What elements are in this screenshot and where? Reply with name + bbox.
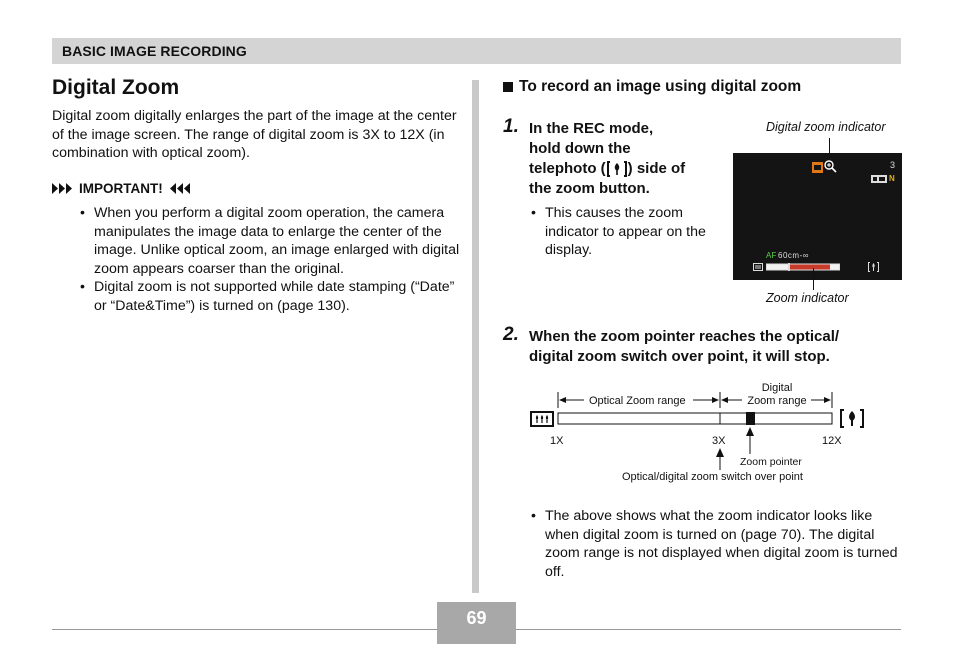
tick-label-12x: 12X [822, 435, 842, 447]
zoom-indicator-bar [766, 263, 840, 271]
step-2-text [529, 327, 839, 367]
digital-zoom-range-line: Zoom range [747, 395, 807, 407]
important-bullets [80, 204, 460, 315]
zoom-range-diagram [520, 378, 880, 490]
list-item: • This causes the zoom indicator to appear on the display. [531, 204, 706, 260]
telephoto-icon [607, 161, 627, 177]
important-left-arrows-icon [52, 183, 74, 194]
step-1-line: the zoom button. [529, 180, 650, 197]
procedure-title-text: To record an image using digital zoom [519, 78, 802, 95]
page-number-box [437, 602, 516, 644]
wide-angle-icon [753, 263, 763, 271]
step-1-number: 1. [503, 116, 519, 137]
digital-zoom-range-label [745, 382, 809, 408]
step-1-line: telephoto ( [529, 160, 606, 177]
digital-zoom-indicator-caption: Digital zoom indicator [766, 120, 886, 134]
list-item: • When you perform a digital zoom operation, the camera manipulates the image data to enlarge the center of the image. Unlike optical zoom, an image enlarged with digital zoom appears coarser than the original. [80, 204, 460, 278]
shots-remaining: 3 [889, 160, 895, 170]
rec-mode-icon [812, 162, 823, 173]
list-item: • Digital zoom is not supported while date stamping (“Date” or “Date&Time”) is turned on (page 130). [80, 278, 460, 315]
page-title: Digital Zoom [52, 76, 180, 99]
focus-range-value: 60cm-∞ [778, 251, 809, 260]
procedure-title [503, 78, 801, 96]
step-2-number: 2. [503, 324, 519, 345]
tick-label-1x: 1X [550, 435, 564, 447]
step-1-line: hold down the [529, 140, 631, 157]
important-heading [52, 181, 190, 196]
optical-zoom-range-label: Optical Zoom range [589, 395, 686, 407]
focus-mode-label: AF [766, 251, 777, 260]
telephoto-small-icon [868, 262, 879, 272]
digital-zoom-range-line: Digital [761, 382, 793, 394]
square-bullet-icon [503, 82, 513, 92]
section-header-bar [52, 38, 901, 64]
wide-angle-icon [530, 411, 554, 427]
tick-label-3x: 3X [712, 435, 726, 447]
step-2-line: When the zoom pointer reaches the optical/ [529, 328, 840, 345]
image-size-icon [871, 175, 887, 183]
column-divider [472, 80, 479, 593]
step-1-line: In the REC mode, [529, 120, 654, 137]
step-1-line-telephoto [529, 159, 685, 179]
step-1-line: ) side of [627, 160, 686, 177]
intro-paragraph: Digital zoom digitally enlarges the part of the image at the center of the image screen. The range of digital zoom is 3X to 12X (in combination with optical zoom). [52, 108, 457, 161]
digital-zoom-magnifier-icon [824, 160, 837, 173]
page-number: 69 [466, 608, 487, 628]
step-1-bullets [531, 204, 706, 260]
zoom-indicator-caption: Zoom indicator [766, 291, 849, 305]
section-header-text: BASIC IMAGE RECORDING [62, 43, 247, 59]
switch-point-label: Optical/digital zoom switch over point [622, 471, 803, 483]
callout-line [813, 268, 814, 290]
zoom-pointer-label: Zoom pointer [740, 456, 802, 468]
camera-screen [733, 153, 902, 280]
important-label: IMPORTANT! [79, 181, 163, 196]
list-item: • The above shows what the zoom indicator looks like when digital zoom is turned on (page 70). The digital zoom range is not displayed when digital zoom is turned off. [531, 507, 901, 581]
step-1-text [529, 119, 685, 199]
important-right-arrows-icon [168, 183, 190, 194]
diagram-note [531, 507, 901, 581]
quality-indicator: N [889, 174, 895, 183]
step-2-line: digital zoom switch over point, it will stop. [529, 348, 830, 365]
telephoto-icon [840, 409, 864, 428]
